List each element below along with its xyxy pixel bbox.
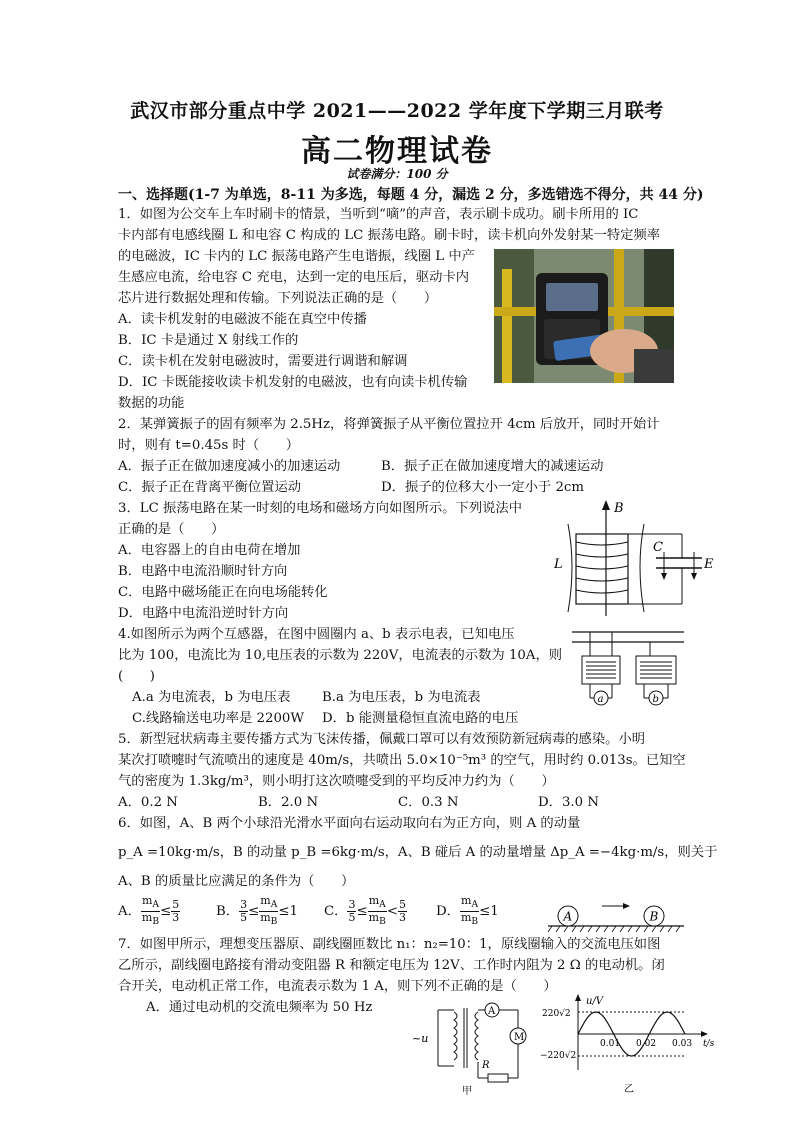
fig-label-b: B bbox=[614, 501, 624, 516]
q2-option-a: A．振子正在做加速度减小的加速运动 bbox=[118, 459, 341, 474]
q5-option-d: D．3.0 N bbox=[538, 795, 599, 810]
q3-option-a: A．电容器上的自由电荷在增加 bbox=[118, 543, 301, 558]
q1-option-a: A．读卡机发射的电磁波不能在真空中传播 bbox=[118, 312, 367, 327]
q5-line3: 气的密度为 1.3kg/m³，则小明打这次喷嚏受到的平均反冲力约为（ ） bbox=[118, 774, 555, 789]
fig-motor: M bbox=[514, 1032, 525, 1043]
fig-source-u: ~u bbox=[412, 1032, 429, 1045]
q1-option-d: D．IC 卡既能接收读卡机发射的电磁波，也有向读卡机传输 bbox=[118, 375, 468, 390]
q6-option-d: D． $\frac{m_A}{m_B}$ ≤1 bbox=[436, 894, 499, 928]
q7-line2: 乙所示，副线圈电路接有滑动变阻器 R 和额定电压为 12V、工作时内阻为 2 Ω 的电动机。闭 bbox=[118, 958, 665, 973]
q1-option-b: B．IC 卡是通过 X 射线工作的 bbox=[118, 333, 299, 348]
fig-caption-yi: 乙 bbox=[624, 1084, 634, 1095]
card-reader-photo bbox=[494, 249, 674, 383]
fig-t1: 0.01 bbox=[600, 1039, 621, 1049]
q7-line3: 合开关，电动机正常工作，电流表示数为 1 A，则下列不正确的是（ ） bbox=[118, 979, 557, 994]
q1-line4: 生感应电流，给电容 C 充电，达到一定的电压后，驱动卡内 bbox=[118, 270, 470, 285]
fig-label-e: E bbox=[704, 557, 714, 572]
q1-line3: 的电磁波，IC 卡内的 LC 振荡电路产生电谐振，线圈 L 中产 bbox=[118, 249, 475, 264]
q7-option-a: A．通过电动机的交流电频率为 50 Hz bbox=[146, 1000, 373, 1015]
fig-label-c: C bbox=[653, 540, 663, 555]
exam-title: 高二物理试卷 bbox=[301, 134, 493, 169]
q6-option-b: B． $\frac{3}{5}$ ≤ $\frac{m_A}{m_B}$ ≤1 bbox=[216, 894, 299, 928]
fig-caption-jia: 甲 bbox=[462, 1086, 472, 1096]
q3-option-d: D．电路中电流沿逆时针方向 bbox=[118, 606, 289, 621]
transformer-figure bbox=[570, 626, 688, 706]
q4-option-a: A.a 为电流表，b 为电压表 bbox=[132, 690, 291, 705]
q2-line1: 2．某弹簧振子的固有频率为 2.5Hz，将弹簧振子从平衡位置拉开 4cm 后放开，同时开始计 bbox=[118, 417, 660, 432]
q1-option-d-cont: 数据的功能 bbox=[118, 396, 185, 411]
section-heading: 一、选择题(1-7 为单选，8-11 为多选，每题 4 分，漏选 2 分，多选错选不得分，共 44 分) bbox=[118, 187, 704, 203]
q6-option-c: C． $\frac{3}{5}$ ≤ $\frac{m_A}{m_B}$ < $\frac{5}{3}$ bbox=[324, 894, 406, 928]
q1-line5: 芯片进行数据处理和传输。下列说法正确的是（ ） bbox=[118, 291, 438, 306]
fig-resistor-r: R bbox=[482, 1060, 490, 1071]
q2-option-c: C．振子正在背离平衡位置运动 bbox=[118, 480, 302, 495]
q1-line2: 卡内部有电感线圈 L 和电容 C 构成的 LC 振荡电路。刷卡时，读卡机向外发射某一特定频率 bbox=[118, 228, 661, 243]
fig-axis-x: t/s bbox=[703, 1039, 715, 1049]
q1-line1: 1．如图为公交车上车时刷卡的情景，当听到“嘀”的声音，表示刷卡成功。刷卡所用的 IC bbox=[118, 207, 639, 222]
fig-y-top: 220√2 bbox=[542, 1009, 571, 1019]
q6-line2: p_A =10kg·m/s，B 的动量 p_B =6kg·m/s，A、B 碰后 A 的动量增量 Δp_A =−4kg·m/s，则关于 bbox=[118, 845, 718, 860]
exam-header-line: 武汉市部分重点中学 2021——2022 学年度下学期三月联考 bbox=[130, 100, 664, 122]
q4-option-b: B.a 为电压表，b 为电流表 bbox=[322, 690, 481, 705]
q2-option-b: B．振子正在做加速度增大的减速运动 bbox=[381, 459, 604, 474]
lc-circuit-figure bbox=[546, 496, 716, 624]
q2-line2: 时，则有 t=0.45s 时（ ） bbox=[118, 438, 300, 453]
q1-option-c: C．读卡机在发射电磁波时，需要进行调谐和解调 bbox=[118, 354, 408, 369]
q5-option-c: C．0.3 N bbox=[398, 795, 459, 810]
q3-line1: 3．LC 振荡电路在某一时刻的电场和磁场方向如图所示。下列说法中 bbox=[118, 501, 523, 516]
q4-option-c: C.线路输送电功率是 2200W bbox=[132, 711, 305, 726]
q5-line1: 5．新型冠状病毒主要传播方式为飞沫传播，佩戴口罩可以有效预防新冠病毒的感染。小明 bbox=[118, 732, 646, 747]
q5-option-a: A．0.2 N bbox=[118, 795, 178, 810]
fig-label-l: L bbox=[554, 557, 563, 572]
q5-line2: 某次打喷嚏时气流喷出的速度是 40m/s，共喷出 5.0×10⁻⁵m³ 的空气，用时约 0.013s。已知空 bbox=[118, 753, 686, 768]
fig-y-bottom: −220√2 bbox=[540, 1051, 577, 1061]
q4-line3: ( ) bbox=[118, 669, 155, 684]
exam-score: 试卷满分：100 分 bbox=[346, 167, 448, 181]
fig-ball-b: B bbox=[649, 909, 659, 924]
q6-line3: A、B 的质量比应满足的条件为（ ） bbox=[118, 874, 355, 889]
q3-line2: 正确的是（ ） bbox=[118, 522, 225, 537]
fig-t2: 0.02 bbox=[636, 1039, 657, 1049]
q6-line1: 6．如图，A、B 两个小球沿光滑水平面向右运动取向右为正方向，则 A 的动量 bbox=[118, 816, 581, 831]
q3-option-b: B．电路中电流沿顺时针方向 bbox=[118, 564, 288, 579]
fig-meter-a: a bbox=[597, 694, 604, 705]
q4-line2: 比为 100，电流比为 10,电压表的示数为 220V，电流表的示数为 10A，则 bbox=[118, 648, 563, 663]
voltage-waveform-figure bbox=[540, 992, 730, 1096]
q2-option-d: D．振子的位移大小一定小于 2cm bbox=[381, 480, 584, 495]
q6-option-a: A． $\frac{m_A}{m_B}$ ≤ $\frac{5}{3}$ bbox=[118, 894, 180, 928]
q5-option-b: B．2.0 N bbox=[258, 795, 319, 810]
q3-option-c: C．电路中磁场能正在向电场能转化 bbox=[118, 585, 328, 600]
fig-t3: 0.03 bbox=[672, 1039, 693, 1049]
fig-ball-a: A bbox=[563, 909, 573, 924]
fig-ammeter: A bbox=[488, 1006, 496, 1017]
fig-meter-b: b bbox=[652, 694, 659, 705]
q4-option-d: D．b 能测量稳恒直流电路的电压 bbox=[322, 711, 519, 726]
balls-figure bbox=[546, 898, 686, 934]
q7-line1: 7．如图甲所示，理想变压器原、副线圈匝数比 n₁：n₂=10：1，原线圈输入的交流电压如图 bbox=[118, 937, 661, 952]
transformer-circuit-figure bbox=[408, 996, 534, 1096]
fig-axis-y: u/V bbox=[586, 996, 604, 1007]
q4-line1: 4.如图所示为两个互感器，在图中圆圈内 a、b 表示电表，已知电压 bbox=[118, 627, 515, 642]
